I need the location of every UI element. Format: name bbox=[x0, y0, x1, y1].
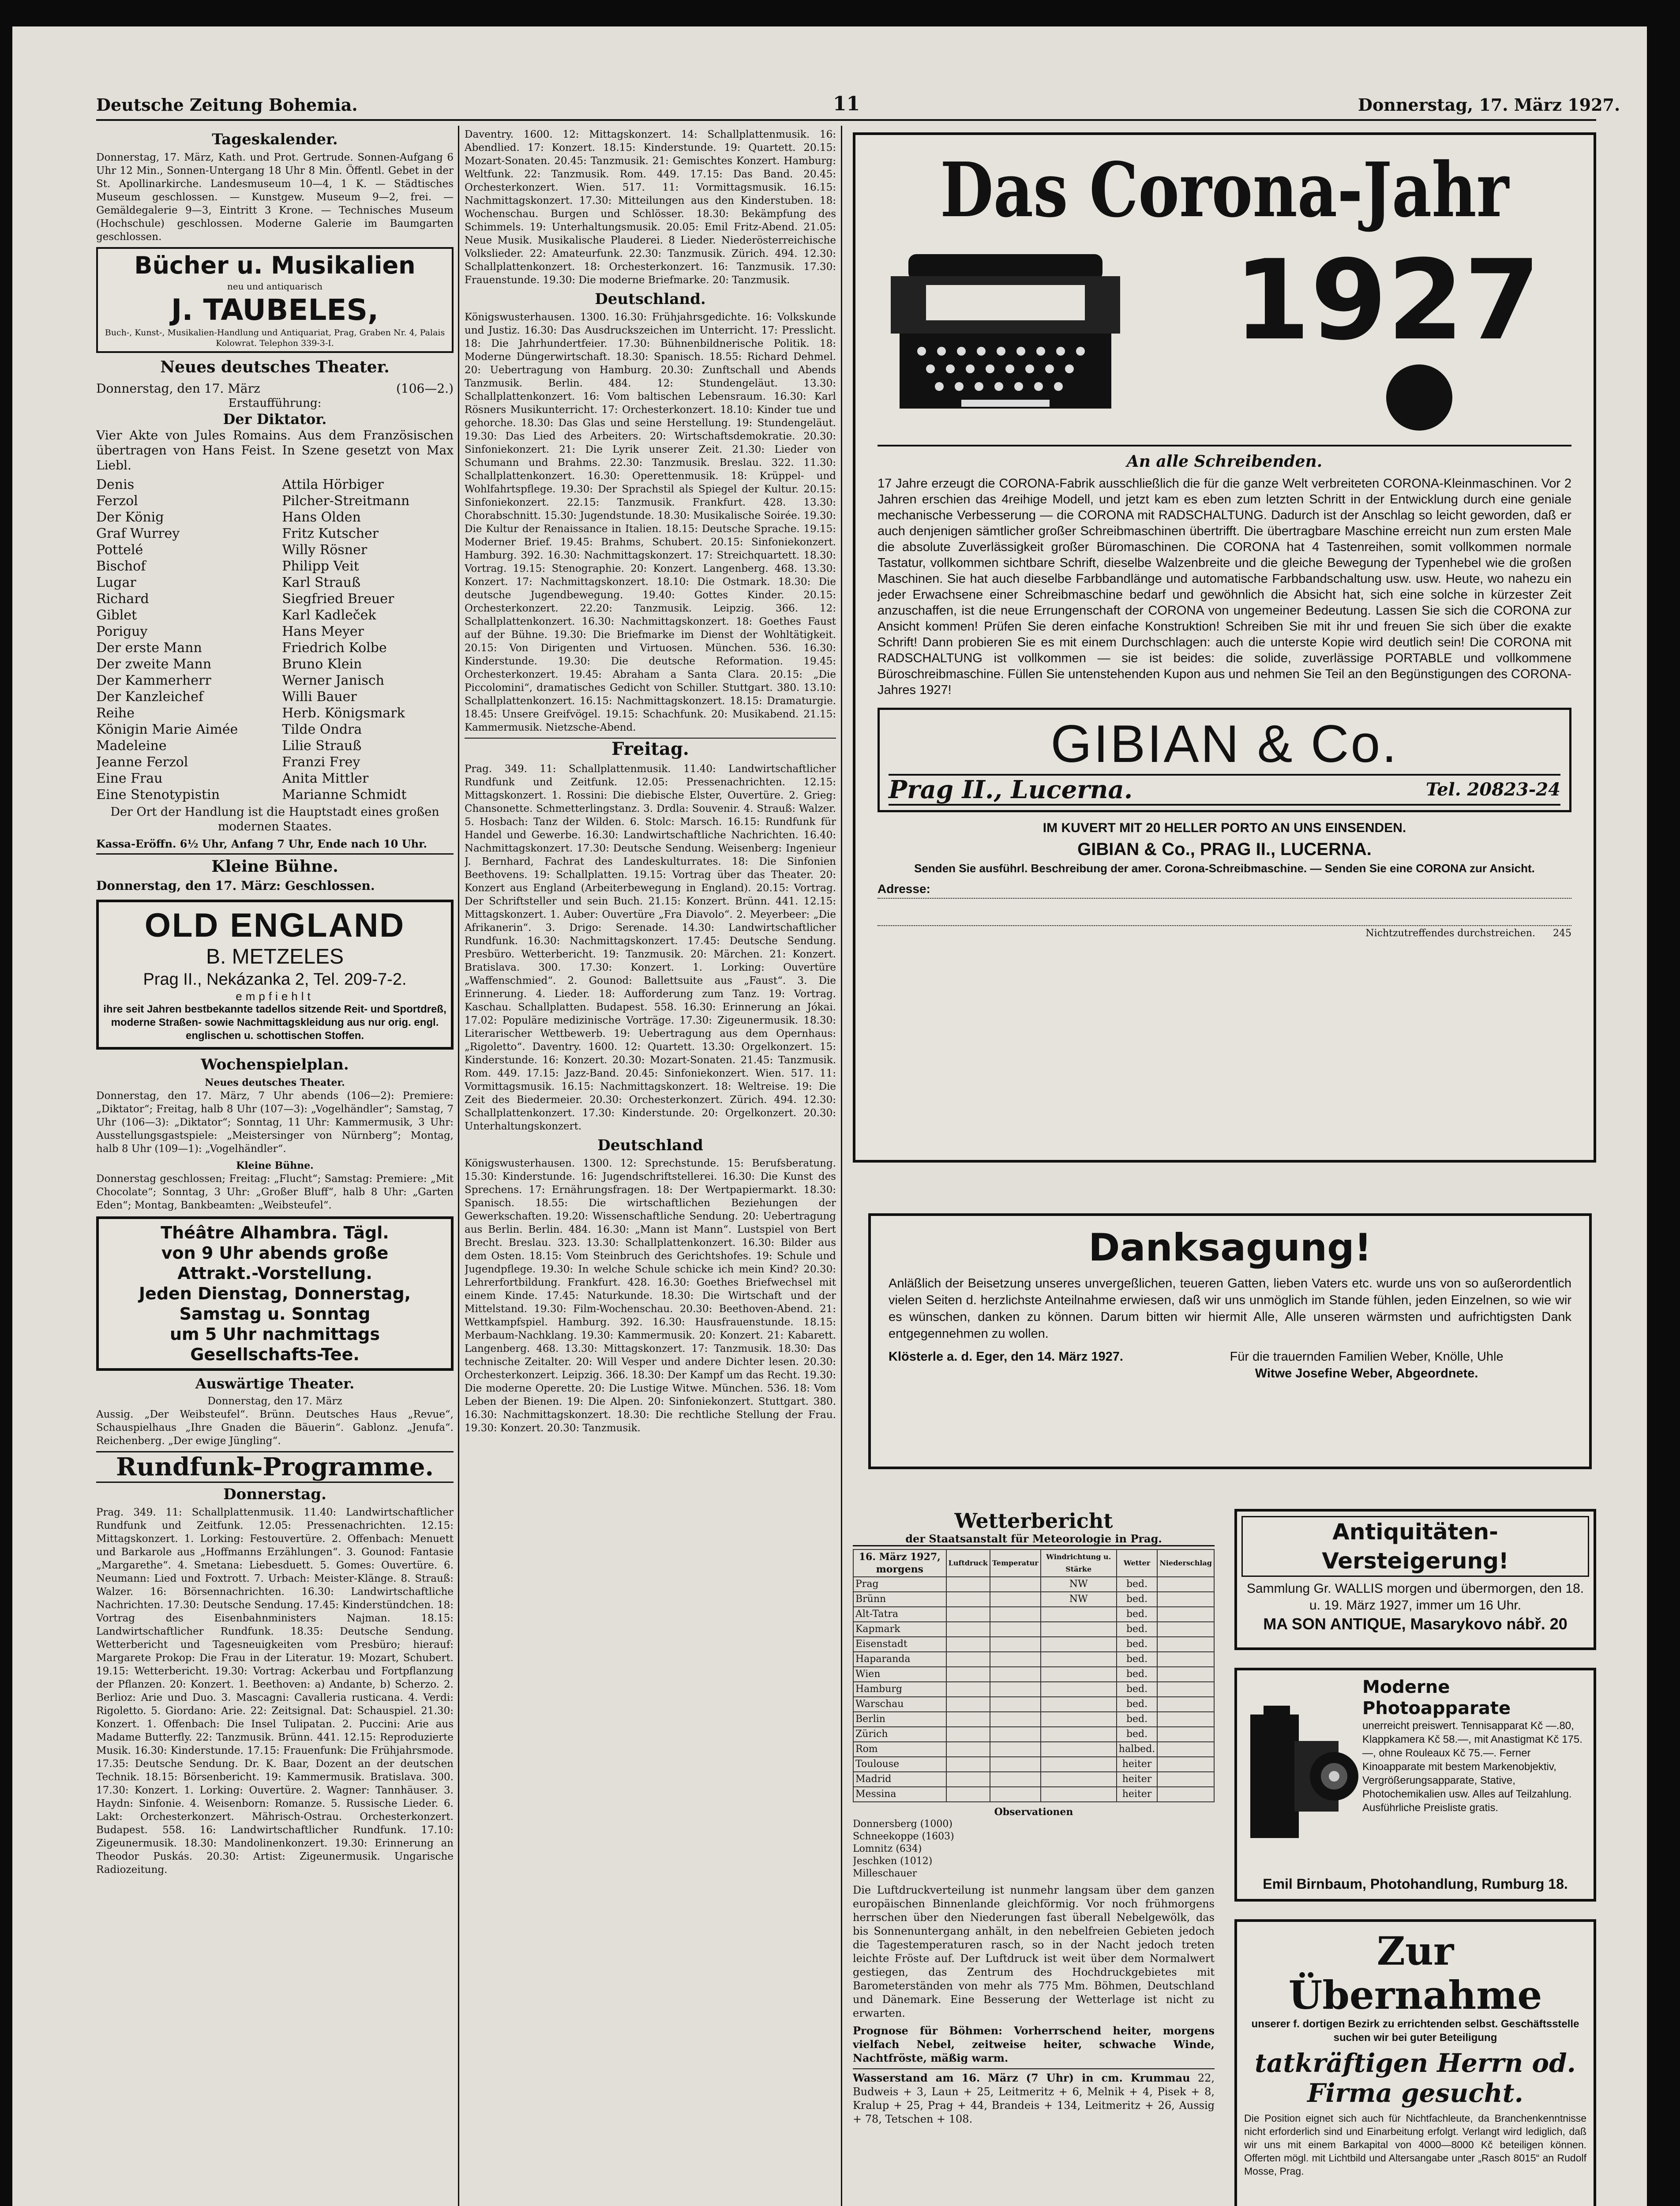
typewriter-icon bbox=[882, 236, 1129, 431]
photo-ad-right bbox=[1362, 1677, 1587, 1815]
weather-cell bbox=[990, 1742, 1041, 1757]
cast-row bbox=[96, 640, 454, 656]
cast-role: Poriguy bbox=[96, 624, 148, 639]
weather-station: Messina bbox=[853, 1787, 946, 1802]
weather-observation-station: Lomnitz (634) bbox=[853, 1843, 922, 1854]
cast-row bbox=[96, 493, 454, 509]
weather-station: Toulouse bbox=[853, 1757, 946, 1772]
weather-cell bbox=[1157, 1637, 1214, 1652]
weather-cell bbox=[1157, 1727, 1214, 1742]
corona-year: 1927 bbox=[1234, 236, 1541, 364]
cast-actor: Anita Mittler bbox=[282, 771, 369, 786]
cast-role: Eine Frau bbox=[96, 771, 163, 786]
play-time: Kassa-Eröffn. 6½ Uhr, Anfang 7 Uhr, Ende nach 10 Uhr. bbox=[96, 837, 427, 850]
page-number: 11 bbox=[833, 93, 860, 115]
cast-role: Madeleine bbox=[96, 738, 167, 754]
weather-cell bbox=[1157, 1712, 1214, 1727]
weather-cell: bed. bbox=[1117, 1592, 1158, 1607]
weather-cell bbox=[946, 1772, 990, 1787]
cast-role: Giblet bbox=[96, 608, 137, 623]
cast-row bbox=[96, 591, 454, 607]
wochen-text2: Donnerstag geschlossen; Freitag: „Flucht“; Samstag: Premiere: „Mit Chocolate“; Sonntag, 3 Uhr: „Großer Bluff“, halb 8 Uhr: „Garten Eden“; Montag, Bankbeamten: „Weibsteufel“. bbox=[96, 1173, 454, 1211]
cast-role: Der König bbox=[96, 510, 164, 525]
cast-row bbox=[96, 754, 454, 770]
cast-actor: Hans Meyer bbox=[282, 624, 364, 639]
weather-cell bbox=[946, 1577, 990, 1592]
weather-table-body bbox=[853, 1577, 1214, 1802]
rundfunk-heading: Rundfunk-Programme. bbox=[96, 1451, 454, 1483]
weather-cell bbox=[946, 1757, 990, 1772]
weather-station: Prag bbox=[853, 1577, 946, 1592]
weather-cell bbox=[990, 1697, 1041, 1712]
weather-cell: bed. bbox=[1117, 1682, 1158, 1697]
cast-actor: Werner Janisch bbox=[282, 673, 384, 688]
cast-row bbox=[96, 574, 454, 591]
deutschland1-text: Königswusterhausen. 1300. 16.30: Frühjahrsgedichte. 16: Volkskunde und Justiz. 16.30: Das Ausdruckszeichen im Unterricht. 17: Presslicht. 18: Die Jahrhundertfeier. 17.30: Bühnenbildnerische Politik. 18: Moderne Düngerwirtschaft. 18.30: Spanisch. 18.55: Richard Dehmel. 20: Uebertragung von Hamburg. 20.30: Zunftschall und Abends Tanzmusik. Berlin. 484. 12: Stundengeläut. 13.30: Schallplattenkonzert. 16: Vom baltischen Lebensraum. 16.30: Karl Rösners Musikunterricht. 17: Orchesterkonzert. 18.10: Kinder tue und gehorche. 18.30: Das Glas und seine Herstellung. 19: Stundengeläut. 19.30: Das Lied des Arbeiters. 20: Wirtschaftsdemokratie. 20.30: Sinfoniekonzert. 21: Die Lyrik unserer Zeit. 21.30: Lieder von Schumann und Brahms. 22.30: Tanzmusik. Breslau. 322. 11.30: Schallplattenkonzert. 16.30: Operettenmusik. 18: Krüppel- und Wohlfahrtspflege. 19.30: Der Sprachstil als Spiegel der Kultur. 20.15: Sinfoniekonzert. 22.15: Tanzmusik. Frankfurt. 428. 13.30: Chorabschnitt. 15.30: Jugendstunde. 18.30: Musikalische Soirée. 19.30: Die Kultur der Renaissance in Italien. 18.15: Deutsche Sprache. 19.15: Moderner Brief. 19.45: Brahms, Schubert. 20.15: Sinfoniekonzert. Hamburg. 392. 16.30: Nachmittagskonzert. 17: Streichquartett. 18.30: Vortrag. 19.15: Stenographie. 20: Konzert. Langenberg. 468. 13.30: Konzert. 17: Nachmittagskonzert. 18.10: Die Ostmark. 18.30: Die deutsche Jugendbewegung. 19.40: Gottes Kinder. 20.15: Orchesterkonzert. 22.20: Tanzmusik. Leipzig. 366. 12: Schallplattenkonzert. 16.30: Nachmittagskonzert. 18: Goethes Faust auf der Bühne. 19.30: Die Briefmarke im Dienst der Wohltätigkeit. 20.15: Von Dirigenten und Virtuosen. München. 536. 16.30: Kinderstunde. 19.30: Die deutsche Reformation. 19.45: Orchesterkonzert. 19.45: Abraham a Santa Clara. 20.15: „Die Piccolomini“, dramatisches Gedicht von Schiller. Stuttgart. 380. 13.10: Schallplattenkonzert. 16.15: Nachmittagskonzert. 18.15: Dramaturgie. 18.45: Unsere Greifvögel. 19.15: Schachfunk. 20: Musikabend. 21.15: Kammermusik. Nietzsche-Abend. bbox=[465, 311, 836, 733]
cast-actor: Siegfried Breuer bbox=[282, 591, 394, 607]
weather-station: Wien bbox=[853, 1667, 946, 1682]
freitag-text: Prag. 349. 11: Schallplattenmusik. 11.40: Landwirtschaftlicher Rundfunk und Zeitfunk. 12.05: Pressenachrichten. 12.15: Mittagskonzert. 1. Rossini: Die diebische Elster, Ouvertüre. 2. Grieg: Chansonette. Schmetterlingstanz. 3. Drdla: Souvenir. 4. Strauß: Walzer. 5. Hosbach: Tanz der Wilden. 6. Stolc: Marsch. 16.15: Rundfunk für Handel und Gewerbe. 16.30: Landwirtschaftliche Nachrichten. 16.40: Nachmittagskonzert. 17.30: Deutsche Sendung. Weisenberg: Ingenieur J. Bernhard, Fachrat des Landeskulturrates. 18: Die Sinfonien Beethovens. 19: Schallplatten. 19.15: Vortrag über das Theater. 20: Konzert aus England (Arbeiterbewegung in England). 20.15: Vortrag. Der Schriftsteller und sein Buch. 21.15: Konzert. Brünn. 441. 12.15: Mittagskonzert. 1. Auber: Ouvertüre „Fra Diavolo“. 2. Meyerbeer: „Die Afrikanerin“. 3. Drigo: Serenade. 14.30: Landwirtschaftlicher Rundfunk. 16.30: Nachmittagskonzert. 17.45: Deutsche Sendung. Presbüro. Wetterbericht. 19: Tanzmusik. 20: Märchen. 21: Konzert. Bratislava. 300. 17.30: Konzert. 1. Lorking: Ouvertüre „Waffenschmied“. 2. Gounod: Ballettsuite aus „Faust“. 3. Die Erinnerung. 4. Lieder. 18: Aufforderung zum Tanz. 19: Vortrag. Kaschau. Schallplatten. Budapest. 558. 16.30: Erinnerung an Jókai. 17.02: Populäre medizinische Vorträge. 17.30: Zigeunermusik. 18.30: Literarischer Wettbewerb. 19: Uebertragung aus dem Opernhaus: „Rigoletto“. Daventry. 1600. 12: Quartett. 13.30: Orgelkonzert. 15: Kinderstunde. 16: Konzert. 20.30: Mozart-Sonaten. 21.45: Tanzmusik. Rom. 449. 17.15: Jazz-Band. 20.45: Sinfoniekonzert. Wien. 517. 11: Vormittagsmusik. 16.15: Nachmittagskonzert. 18: Weltreise. 19: Die Zeit des Biedermeier. 20.30: Orchesterkonzert. Zürich. 494. 12.30: Schallplattenkonzert. 17.30: Kinderstunde. 20: Orgelkonzert. 20.30: Unterhaltungskonzert. bbox=[465, 763, 836, 1132]
wochen-text: Donnerstag, den 17. März, 7 Uhr abends (106—2): Premiere: „Diktator“; Freitag, halb 8 Uhr (107—3): „Vogelhändler“; Samstag, 7 Uhr (106—3): „Diktator“; Sonntag, 11 Uhr: Kammermusik, 3 Uhr: Ausstellungsgastspiele: „Meistersinger von Nürnberg“; Montag, halb 8 Uhr (109—1): „Vogelhändler“. bbox=[96, 1090, 454, 1155]
cast-row bbox=[96, 672, 454, 689]
weather-date-head: 16. März 1927, morgens bbox=[853, 1549, 946, 1577]
weather-cell bbox=[1041, 1637, 1117, 1652]
corona-hero bbox=[878, 232, 1571, 439]
weather-table bbox=[853, 1549, 1215, 1802]
weather-cell bbox=[990, 1772, 1041, 1787]
taubeles-ad bbox=[96, 247, 454, 353]
weather-cell: bed. bbox=[1117, 1607, 1158, 1622]
cast-actor: Philipp Veit bbox=[282, 559, 359, 574]
gibian-address: Prag II., Lucerna. bbox=[889, 775, 1133, 804]
weather-station: Zürich bbox=[853, 1727, 946, 1742]
donnerstag-heading: Donnerstag. bbox=[223, 1486, 326, 1503]
weather-observation-station: Milleschauer bbox=[853, 1868, 917, 1879]
weather-forecast: Die Luftdruckverteilung ist nunmehr langsam über dem ganzen europäischen Binnenlande gleichförmig. Vor noch frühmorgens herrschen über den Niederungen fast überall Nebelgewölk, das bis Sonnenuntergang anhält, in den nebelfreien Gebieten jedoch die Tagestemperaturen rasch, so in der Nacht jedoch treten leichte Fröste auf. Der Luftdruck ist weit über dem Normalwert gestiegen, das Zentrum des Hochdruckgebietes mit Barometerständen von mehr als 775 Mm. Böhmen, Deutschland und Dänemark. Eine Besserung der Wetterlage ist nicht zu erwarten. bbox=[853, 1884, 1215, 2019]
weather-row bbox=[853, 1757, 1214, 1772]
corona-body: 17 Jahre erzeugt die CORONA-Fabrik ausschließlich die für die ganze Welt verbreiteten CORONA-Kleinmaschinen. Vor 2 Jahren erschien das 4reihige Modell, und jetzt kam es eben zum letzten Schritt in der Entwicklung durch eine geniale mechanische Verbesserung — die CORONA mit RADSCHALTUNG. Dadurch ist der Anschlag so leicht geworden, daß er auch denjenigen sämtlicher großer Schreibmaschinen übertrifft. Die übertragbare Maschine erreicht nun zum ersten Male die absolute Zuverlässigkeit großer Büromaschinen. Die CORONA hat 4 Tastenreihen, somit vollkommen normale Tastatur, vollkommen sichtbare Schrift, dieselbe Walzenbreite und die gleiche Bewegung der Typenhebel wie die großen Maschinen. Sie hat auch dieselbe Farbbandlänge und automatische Farbbandschaltung usw. usw. Heute, wo nahezu ein jeder Erwachsene einer Schreibmaschine bedarf und gewöhnlich die Absicht hat, sich eine solche in kürzester Zeit anzuschaffen, ist die neue Errungenschaft der CORONA von ungemeiner Bedeutung. Lassen Sie sich die CORONA zur Ansicht kommen! Prüfen Sie deren einfache Konstruktion! Schreiben Sie mit ihr und freuen Sie sich über die exakte Schrift! Dann probieren Sie es mit einem Durchschlagen: auch die unterste Kopie wird deutlich sein! Die CORONA mit RADSCHALTUNG ist vollkommen — sie ist beides: die solide, zuverlässige PORTABLE und vollkommene Büroschreibmaschine. Füllen Sie untenstehenden Kupon aus und nehmen Sie Teil an den Begünstigungen des CORONA-Jahres 1927! bbox=[878, 476, 1571, 697]
divider bbox=[96, 853, 454, 855]
weather-stations-head: Observationen bbox=[994, 1806, 1073, 1818]
weather-row bbox=[853, 1652, 1214, 1667]
cast-role: Denis bbox=[96, 477, 135, 492]
weather-cell: bed. bbox=[1117, 1697, 1158, 1712]
coupon-address: Adresse: bbox=[878, 880, 1571, 899]
cast-actor: Attila Hörbiger bbox=[282, 477, 384, 492]
ausw-line: Donnerstag, den 17. März bbox=[207, 1396, 342, 1407]
antiquitaeten-ad bbox=[1234, 1509, 1596, 1650]
dot-ornament bbox=[1386, 364, 1452, 431]
coupon-footer bbox=[878, 926, 1571, 941]
cast-row bbox=[96, 509, 454, 525]
cast-actor: Friedrich Kolbe bbox=[282, 640, 387, 656]
cast-actor: Karl Kadleček bbox=[282, 608, 376, 623]
cast-role: Jeanne Ferzol bbox=[96, 754, 188, 770]
danksagung-title: Danksagung! bbox=[1088, 1226, 1372, 1270]
weather-cell bbox=[1041, 1712, 1117, 1727]
weather-cell bbox=[946, 1607, 990, 1622]
weather-stations bbox=[853, 1818, 1215, 1880]
weather-col-head: Windrichtung u. Stärke bbox=[1041, 1549, 1117, 1577]
weather-station: Kapmark bbox=[853, 1622, 946, 1637]
weather-station: Berlin bbox=[853, 1712, 946, 1727]
radio-text: Prag. 349. 11: Schallplattenmusik. 11.40: Landwirtschaftlicher Rundfunk und Zeitfunk. 12.05: Pressenachrichten. 12.15: Mittagskonzert. 1. Lorking: Festouvertüre. 2. Offenbach: Menuett und Barkarole aus „Hoffmanns Erzählungen“. 3. Gounod: Fantasie „Margarethe“. 4. Smetana: Liebesduett. 5. Gomes: Ouvertüre. 6. Neumann: Lied und Foxtrott. 7. Urbach: Meister-Klänge. 8. Strauß: Walzer. 16: Börsennachrichten. 16.30: Landwirtschaftliche Nachrichten. 17.30: Deutsche Sendung. 17.45: Kinderstündchen. 18: Vortrag des Eisenbahnministers Najman. 18.15: Landwirtschaftlicher Rundfunk. 18.35: Deutsche Sendung. Wetterbericht und Tagesneuigkeiten vom Presbüro; hierauf: Margarete Prokop: Die Frau in der Literatur. 19: Mozart, Schubert. 19.15: Wetterbericht. 19.30: Vortrag: Ackerbau und Fortpflanzung der Pflanzen. 20: Konzert. 1. Beethoven: a) Andante, b) Scherzo. 2. Berlioz: Arie und Duo. 3. Mascagni: Cavalleria rusticana. 4. Verdi: Rigoletto. 5. Giordano: Arie. 22: Zeitsignal. Dat: Schauspiel. 21.30: Konzert. 1. Offenbach: Die Insel Tulipatan. 2. Puccini: Arie aus Madame Butterfly. 22: Tanzmusik. Brünn. 441. 12.15: Reproduzierte Musik. 16.30: Kinderstunde. 17.15: Frauenfunk: Die Frühjahrsmode. 17.35: Deutsche Sendung. Dr. K. Baar, Dozent an der deutschen Technik. 18.15: Börsenbericht. 19: Kammermusik. Bratislava. 300. 17.30: Konzert. 1. Lorking: Ouvertüre. 2. Wagner: Tannhäuser. 3. Haydn: Sinfonie. 4. Weisenborn: Romanze. 5. Russische Lieder. 6. Lakt: Orchesterkonzert. Mährisch-Ostrau. Orchesterkonzert. Budapest. 558. 16: Landwirtschaftlicher Rundfunk. 17.10: Zigeunermusik. 18.30: Mandolinenkonzert. 19.30: Erinnerung an Theodor Puskás. 20.30: Artist: Zigeunermusik. Ungarische Radiozeitung. bbox=[96, 1507, 454, 1876]
cast-actor: Herb. Königsmark bbox=[282, 705, 405, 721]
weather-row bbox=[853, 1682, 1214, 1697]
cast-role: Pottelé bbox=[96, 542, 143, 558]
weather-cell bbox=[1157, 1622, 1214, 1637]
cast-row bbox=[96, 525, 454, 542]
corona-headline: Das Corona-Jahr bbox=[940, 146, 1509, 234]
cast-row bbox=[96, 623, 454, 640]
weather-cell bbox=[990, 1607, 1041, 1622]
weather-cell bbox=[946, 1622, 990, 1637]
weather-cell: bed. bbox=[1117, 1712, 1158, 1727]
photo-ad bbox=[1234, 1668, 1596, 1902]
weather-cell bbox=[1041, 1607, 1117, 1622]
weather-observation-station: Schneekoppe (1603) bbox=[853, 1831, 954, 1842]
cast-row bbox=[96, 476, 454, 493]
column-rule bbox=[458, 126, 459, 2206]
play-title: Der Diktator. bbox=[223, 411, 327, 428]
tageskalender-text: Donnerstag, 17. März, Kath. und Prot. Gertrude. Sonnen-Aufgang 6 Uhr 12 Min., Sonnen-Untergang 18 Uhr 8 Min. Öffentl. Gebet in der St. Apollinarkirche. Landesmuseum 10—4, 1 K. — Städtisches Museum geschlossen. — Kunstgew. Museum 9—2, frei. — Gemäldegalerie 9—3, Eintritt 3 Krone. — Technisches Museum (Hochschule) geschlossen. Moderne Galerie im Baumgarten geschlossen. bbox=[96, 152, 454, 243]
weather-cell bbox=[1041, 1742, 1117, 1757]
danksagung-ad bbox=[868, 1213, 1592, 1469]
taubeles-detail: Buch-, Kunst-, Musikalien-Handlung und Antiquariat, Prag, Graben Nr. 4, Palais Kolowrat. Telephon 339-3-I. bbox=[105, 328, 445, 348]
weather-row bbox=[853, 1667, 1214, 1682]
weather-table-head bbox=[853, 1549, 1214, 1577]
alhambra-l2: von 9 Uhr abends große bbox=[161, 1243, 389, 1263]
play-scene: Der Ort der Handlung ist die Hauptstadt eines großen modernen Staates. bbox=[110, 805, 439, 833]
oldengland-text: ihre seit Jahren bestbekannte tadellos sitzende Reit- und Sportdreß, moderne Straßen- sowie Nachmittagskleidung aus nur orig. engl. englischen u. schottischen Stoffen. bbox=[103, 1003, 446, 1042]
uebernahme-text2: Die Position eignet sich auch für Nichtfachleute, da Branchenkenntnisse nicht erforderlich sind und Einarbeitung erfolgt. Verlangt wird lediglich, daß wir uns mit einem Barkapital von 4000—8000 Kč beteiligen können. Offerten mögl. mit Lichtbild und Altersangabe unter „Rasch 8015“ an Rudolf Mosse, Prag. bbox=[1244, 2112, 1586, 2177]
weather-cell: bed. bbox=[1117, 1667, 1158, 1682]
weather-cell: bed. bbox=[1117, 1637, 1158, 1652]
cast-actor: Hans Olden bbox=[282, 510, 361, 525]
cast-actor: Pilcher-Streitmann bbox=[282, 493, 410, 509]
cast-role: Der erste Mann bbox=[96, 640, 202, 656]
water-text: 22, Budweis + 3, Laun + 25, Leitmeritz + 6, Melnik + 4, Pisek + 8, Kralup + 25, Prag + 44, Brandeis + 134, Leitmeritz + 26, Aussig + 78, Tetschen + 108. bbox=[853, 2072, 1215, 2125]
water-levels bbox=[853, 2068, 1215, 2126]
weather-subtitle: der Staatsanstalt für Meteorologie in Prag. bbox=[853, 1533, 1215, 1546]
masthead-left: Deutsche Zeitung Bohemia. bbox=[96, 95, 358, 115]
cast-row bbox=[96, 738, 454, 754]
weather-cell bbox=[1157, 1682, 1214, 1697]
uebernahme-ad bbox=[1234, 1919, 1596, 2206]
alhambra-l3: Attrakt.-Vorstellung. bbox=[177, 1264, 372, 1283]
weather-cell bbox=[946, 1712, 990, 1727]
cast-row bbox=[96, 770, 454, 787]
ausw-text: Aussig. „Der Weibsteufel“. Brünn. Deutsches Haus „Revue“, Schauspielhaus „Ihre Gnaden die Bäuerin“. Gablonz. „Jenufa“. Reichenberg. „Der ewige Jüngling“. bbox=[96, 1409, 454, 1447]
cast-actor: Tilde Ondra bbox=[282, 722, 362, 737]
divider bbox=[878, 445, 1571, 446]
weather-cell bbox=[1157, 1787, 1214, 1802]
weather-row bbox=[853, 1787, 1214, 1802]
weather-title: Wetterbericht bbox=[954, 1509, 1113, 1533]
weather-station: Eisenstadt bbox=[853, 1637, 946, 1652]
weather-col-head: Wetter bbox=[1117, 1549, 1158, 1577]
weather-cell bbox=[1041, 1652, 1117, 1667]
taubeles-name: J. TAUBELES, bbox=[171, 293, 379, 327]
weather-row bbox=[853, 1622, 1214, 1637]
uebernahme-headline: tatkräftigen Herrn od. Firma gesucht. bbox=[1255, 2048, 1576, 2108]
theater-heading: Neues deutsches Theater. bbox=[160, 358, 390, 376]
cast-role: Reihe bbox=[96, 705, 135, 721]
weather-observation-station: Jeschken (1012) bbox=[853, 1856, 933, 1867]
oldengland-empf: empfiehlt bbox=[236, 990, 314, 1003]
weather-cell bbox=[946, 1592, 990, 1607]
uebernahme-title: Zur Übernahme bbox=[1288, 1928, 1542, 2018]
weather-cell bbox=[946, 1637, 990, 1652]
weather-cell bbox=[946, 1742, 990, 1757]
corona-subhead: An alle Schreibenden. bbox=[1126, 452, 1323, 471]
wochen-heading: Wochenspielplan. bbox=[201, 1056, 349, 1073]
corona-ad bbox=[853, 132, 1596, 1163]
weather-cell bbox=[990, 1757, 1041, 1772]
weather-cell bbox=[1041, 1787, 1117, 1802]
weather-cell bbox=[946, 1727, 990, 1742]
weather-cell bbox=[990, 1622, 1041, 1637]
danksagung-footer bbox=[889, 1348, 1571, 1382]
weather-prognose: Prognose für Böhmen: Vorherrschend heiter, morgens vielfach Nebel, zeitweise heiter, schwache Winde, Nachtfröste, mäßig warm. bbox=[853, 2024, 1215, 2064]
weather-cell: heiter bbox=[1117, 1772, 1158, 1787]
weather-cell bbox=[1157, 1667, 1214, 1682]
weather-cell bbox=[1157, 1652, 1214, 1667]
cast-role: Königin Marie Aimée bbox=[96, 722, 238, 737]
weather-station: Brünn bbox=[853, 1592, 946, 1607]
uebernahme-text1: unserer f. dortigen Bezirk zu errichtenden selbst. Geschäftsstelle suchen wir bei guter Beteiligung bbox=[1251, 2018, 1579, 2044]
cast-actor: Willi Bauer bbox=[282, 689, 357, 705]
theater-note: Erstaufführung: bbox=[228, 397, 322, 410]
alhambra-l5: um 5 Uhr nachmittags bbox=[169, 1324, 380, 1344]
weather-cell bbox=[1041, 1757, 1117, 1772]
weather-report bbox=[853, 1509, 1215, 2206]
oldengland-ad bbox=[96, 900, 454, 1050]
gibian-firm: GIBIAN & Co. bbox=[1050, 714, 1399, 773]
wochen-sub: Neues deutsches Theater. bbox=[205, 1077, 345, 1088]
cast-role: Bischof bbox=[96, 559, 146, 574]
coupon-text: Senden Sie ausführl. Beschreibung der amer. Corona-Schreibmaschine. — Senden Sie eine CORONA zur Ansicht. bbox=[914, 862, 1535, 875]
coupon-code: 245 bbox=[1553, 928, 1571, 939]
danksagung-place: Klösterle a. d. Eger, den 14. März 1927. bbox=[889, 1350, 1123, 1364]
deutschland2-heading: Deutschland bbox=[597, 1137, 703, 1154]
oldengland-address: Prag II., Nekázanka 2, Tel. 209-7-2. bbox=[143, 970, 407, 989]
cast-row bbox=[96, 689, 454, 705]
gibian-tel: Tel. 20823-24 bbox=[1425, 779, 1560, 800]
antiquitaeten-venue: MA SON ANTIQUE, Masarykovo nábř. 20 bbox=[1263, 1615, 1568, 1633]
cast-actor: Franzi Frey bbox=[282, 754, 360, 770]
taubeles-headline: Bücher u. Musikalien bbox=[134, 251, 416, 279]
photo-title: Moderne Photoapparate bbox=[1362, 1677, 1511, 1718]
cast-role: Eine Stenotypistin bbox=[96, 787, 220, 803]
weather-row bbox=[853, 1697, 1214, 1712]
ausw-heading: Auswärtige Theater. bbox=[195, 1375, 355, 1392]
theater-date: Donnerstag, den 17. März bbox=[96, 381, 260, 396]
cast-row bbox=[96, 656, 454, 672]
alhambra-ad bbox=[96, 1216, 454, 1371]
cast-actor: Bruno Klein bbox=[282, 657, 362, 672]
weather-cell bbox=[1157, 1592, 1214, 1607]
weather-cell bbox=[1041, 1622, 1117, 1637]
weather-cell: bed. bbox=[1117, 1727, 1158, 1742]
weather-cell bbox=[1157, 1757, 1214, 1772]
weather-cell bbox=[1157, 1577, 1214, 1592]
column-1 bbox=[96, 128, 454, 2206]
weather-cell bbox=[1041, 1772, 1117, 1787]
cast-row bbox=[96, 542, 454, 558]
alhambra-l4: Jeden Dienstag, Donnerstag, Samstag u. Sonntag bbox=[139, 1284, 411, 1324]
weather-cell: bed. bbox=[1117, 1577, 1158, 1592]
danksagung-text: Anläßlich der Beisetzung unseres unvergeßlichen, teueren Gatten, lieben Vaters etc. wurde uns von so außerordentlich vielen Seiten d. herzlichste Anteilnahme erwiesen, daß wir uns unmöglich im Stande fühlen, jeden Einzelnen, so wie wir es wünschen, danken zu können. Darum bitten wir hiermit Alle, Alle unseren wärmsten und aufrichtigsten Dank entgegennehmen zu wollen. bbox=[889, 1276, 1571, 1341]
coupon-address-line bbox=[878, 899, 1571, 926]
water-head: Wasserstand am 16. März (7 Uhr) in cm. Krummau bbox=[853, 2071, 1190, 2084]
weather-station: Hamburg bbox=[853, 1682, 946, 1697]
column-2 bbox=[465, 128, 836, 2206]
weather-col-head: Luftdruck bbox=[946, 1549, 990, 1577]
tageskalender-heading: Tageskalender. bbox=[212, 131, 338, 148]
weather-row bbox=[853, 1742, 1214, 1757]
photo-dealer: Emil Birnbaum, Photohandlung, Rumburg 18. bbox=[1263, 1876, 1568, 1892]
weather-station: Warschau bbox=[853, 1697, 946, 1712]
weather-row bbox=[853, 1637, 1214, 1652]
weather-station: Madrid bbox=[853, 1772, 946, 1787]
cast-actor: Willy Rösner bbox=[282, 542, 368, 558]
taubeles-sub: neu und antiquarisch bbox=[227, 281, 323, 292]
weather-cell bbox=[1041, 1682, 1117, 1697]
deutschland2-text: Königswusterhausen. 1300. 12: Sprechstunde. 15: Berufsberatung. 15.30: Kinderstunde. 16: Jugendschriftstellerei. 16.30: Die Kunst des Sprechens. 17: Ernährungsfragen. 18: Der Wertpapiermarkt. 18.30: Spanisch. 18.55: Die wirtschaftlichen Beziehungen der Gewerkschaften. 19.20: Wissenschaftliche Sendung. 20: Uebertragung aus Berlin. Berlin. 484. 16.30: „Mann ist Mann“. Lustspiel von Bert Brecht. Breslau. 323. 13.30: Schallplattenkonzert. 16.30: Bilder aus dem Osten. 18.15: Vom Steinbruch des Gerichtshofes. 19: Schule und Jugendpflege. 19.30: In welche Schule schicke ich mein Kind? 20.30: Lehrerfortbildung. Frankfurt. 428. 16.30: Goethes Briefwechsel mit einem Kinde. 17.45: Naturkunde. 18.30: Die Wirtschaft und der Mittelstand. 19.30: Film-Wochenschau. 20.30: Beethoven-Abend. 21: Wettkampfspiel. Hamburg. 392. 16.30: Hausfrauenstunde. 18.15: Merbaum-Nachklang. 19.30: Kammermusik. 20: Konzert. 21: Kabarett. Langenberg. 468. 13.30: Mittagskonzert. 17: Tanzmusik. 18.30: Das technische Zeitalter. 20: Will Vesper und andere Dichter lesen. 20.30: Orchesterkonzert. Leipzig. 366. 18.30: Der Kampf um das Recht. 19.30: Die moderne Operette. 20: Die Lustige Witwe. München. 536. 18: Vom Leben der Bienen. 19: Die Alpen. 20: Sinfoniekonzert. Stuttgart. 380. 16.30: Nachmittagskonzert. 18.30: Die rechtliche Stellung der Frau. 19.30: Konzert. 20.30: Tanzmusik. bbox=[465, 1158, 836, 1434]
newspaper-page bbox=[12, 26, 1647, 2206]
gibian-box bbox=[878, 708, 1571, 812]
masthead-date: Donnerstag, 17. März 1927. bbox=[1358, 95, 1620, 115]
cast-row bbox=[96, 558, 454, 574]
weather-station: Alt-Tatra bbox=[853, 1607, 946, 1622]
cast-row bbox=[96, 607, 454, 623]
photo-text: unerreicht preiswert. Tennisapparat Kč —.80, Klappkamera Kč 58.—, mit Anastigmat Kč 175.—, ohne Rouleaux Kč 75.—. Ferner Kinoapparate mit bestem Markenobjektiv, Vergrößerungsapparate, Stative, Photochemikalien usw. Alles auf Teilzahlung. Ausführliche Preisliste gratis. bbox=[1362, 1720, 1582, 1814]
gibian-address-row bbox=[889, 774, 1560, 806]
weather-row bbox=[853, 1592, 1214, 1607]
weather-col-head: Niederschlag bbox=[1157, 1549, 1214, 1577]
weather-cell bbox=[990, 1667, 1041, 1682]
col2-top-text: Daventry. 1600. 12: Mittagskonzert. 14: Schallplattenmusik. 16: Abendlied. 17: Konzert. 18.15: Kinderstunde. 19: Quartett. 20.15: Mozart-Sonaten. 20.45: Tanzmusik. 21: Gemischtes Konzert. Hamburg: Weltfunk. 22: Tanzmusik. Rom. 449. 17.15: Das Band. 20.45: Orchesterkonzert. Wien. 517. 11: Vormittagsmusik. 16.15: Nachmittagskonzert. 17.30: Mitteilungen aus den Kinderstuben. 18: Wochenschau. Burgen und Schlösser. 18.30: Bekämpfung des Schimmels. 19: Unterhaltungsmusik. 20.05: Emil Fritz-Abend. 21.05: Neue Musik. Musikalische Plauderei. 8 Lieder. Niederösterreichische Volkslieder. 22: Amateurfunk. 22.30: Tanzmusik. Zürich. 494. 12.30: Schallplattenkonzert. 18: Orchesterkonzert. 16: Tanzmusik. 17.30: Frauenstunde. 19.30: Die moderne Briefmarke. 20: Tanzmusik. bbox=[465, 129, 836, 286]
theater-number: (106—2.) bbox=[396, 381, 454, 396]
column-rule bbox=[841, 126, 842, 2206]
camera-icon bbox=[1246, 1701, 1361, 1851]
antiquitaeten-text: Sammlung Gr. WALLIS morgen und übermorgen, den 18. u. 19. März 1927, immer um 16 Uhr. bbox=[1246, 1581, 1584, 1613]
weather-cell bbox=[946, 1697, 990, 1712]
weather-cell bbox=[946, 1652, 990, 1667]
weather-cell bbox=[1041, 1667, 1117, 1682]
weather-cell bbox=[946, 1682, 990, 1697]
weather-cell bbox=[946, 1787, 990, 1802]
weather-station: Rom bbox=[853, 1742, 946, 1757]
cast-actor: Fritz Kutscher bbox=[282, 526, 379, 541]
weather-cell bbox=[1157, 1697, 1214, 1712]
cast-role: Der zweite Mann bbox=[96, 657, 212, 672]
weather-cell bbox=[990, 1787, 1041, 1802]
danksagung-widow: Witwe Josefine Weber, Abgeordnete. bbox=[1255, 1366, 1478, 1381]
antiquitaeten-title: Antiquitäten-Versteigerung! bbox=[1241, 1516, 1589, 1577]
weather-cell: halbed. bbox=[1117, 1742, 1158, 1757]
deutschland1-heading: Deutschland. bbox=[595, 290, 706, 308]
coupon-head: IM KUVERT MIT 20 HELLER PORTO AN UNS EINSENDEN. bbox=[1042, 821, 1406, 835]
cast-role: Graf Wurrey bbox=[96, 526, 180, 541]
weather-row bbox=[853, 1727, 1214, 1742]
weather-cell bbox=[1157, 1607, 1214, 1622]
coupon-to: GIBIAN & Co., PRAG II., LUCERNA. bbox=[1077, 840, 1372, 859]
weather-row bbox=[853, 1607, 1214, 1622]
cast-actor: Karl Strauß bbox=[282, 575, 361, 590]
weather-cell: NW bbox=[1041, 1592, 1117, 1607]
weather-cell bbox=[990, 1637, 1041, 1652]
weather-cell: NW bbox=[1041, 1577, 1117, 1592]
weather-cell bbox=[990, 1652, 1041, 1667]
weather-cell: heiter bbox=[1117, 1787, 1158, 1802]
kleine-line: Donnerstag, den 17. März: Geschlossen. bbox=[96, 878, 375, 893]
cast-role: Der Kammerherr bbox=[96, 673, 211, 688]
cast-list bbox=[96, 476, 454, 803]
alhambra-l6: Gesellschafts-Tee. bbox=[190, 1345, 360, 1364]
weather-cell bbox=[990, 1682, 1041, 1697]
cast-role: Ferzol bbox=[96, 493, 138, 509]
weather-station: Haparanda bbox=[853, 1652, 946, 1667]
weather-cell bbox=[946, 1667, 990, 1682]
weather-cell bbox=[990, 1712, 1041, 1727]
oldengland-title: OLD ENGLAND bbox=[144, 907, 405, 944]
weather-row bbox=[853, 1577, 1214, 1592]
kleine-heading: Kleine Bühne. bbox=[211, 857, 338, 876]
weather-cell bbox=[990, 1577, 1041, 1592]
alhambra-l1: Théâtre Alhambra. Tägl. bbox=[161, 1223, 389, 1242]
danksagung-sign: Für die trauernden Familien Weber, Knölle, Uhle bbox=[1230, 1350, 1504, 1364]
weather-cell bbox=[1041, 1727, 1117, 1742]
danksagung-sign-block bbox=[1162, 1348, 1571, 1382]
cast-role: Der Kanzleichef bbox=[96, 689, 204, 705]
weather-cell bbox=[1041, 1697, 1117, 1712]
cast-actor: Marianne Schmidt bbox=[282, 787, 407, 803]
weather-cell bbox=[1157, 1772, 1214, 1787]
weather-cell: heiter bbox=[1117, 1757, 1158, 1772]
weather-cell: bed. bbox=[1117, 1652, 1158, 1667]
theater-dateline bbox=[96, 381, 454, 396]
coupon-foot: Nichtzutreffendes durchstreichen. bbox=[1365, 928, 1535, 939]
weather-row bbox=[853, 1712, 1214, 1727]
weather-observation-station: Donnersberg (1000) bbox=[853, 1819, 952, 1830]
cast-actor: Lilie Strauß bbox=[282, 738, 362, 754]
weather-row bbox=[853, 1772, 1214, 1787]
play-credit: Vier Akte von Jules Romains. Aus dem Französischen übertragen von Hans Feist. In Szene gesetzt von Max Liebl. bbox=[96, 428, 454, 473]
oldengland-owner: B. METZELES bbox=[206, 945, 344, 968]
weather-cell: bed. bbox=[1117, 1622, 1158, 1637]
weather-cell bbox=[990, 1727, 1041, 1742]
freitag-heading: Freitag. bbox=[465, 738, 836, 760]
weather-col-head: Temperatur bbox=[990, 1549, 1041, 1577]
cast-row bbox=[96, 721, 454, 738]
weather-cell bbox=[1157, 1742, 1214, 1757]
wochen-sub2: Kleine Bühne. bbox=[236, 1160, 314, 1171]
cast-row bbox=[96, 787, 454, 803]
cast-row bbox=[96, 705, 454, 721]
cast-role: Lugar bbox=[96, 575, 136, 590]
header-rule bbox=[96, 119, 1596, 121]
cast-role: Richard bbox=[96, 591, 149, 607]
weather-cell bbox=[990, 1592, 1041, 1607]
